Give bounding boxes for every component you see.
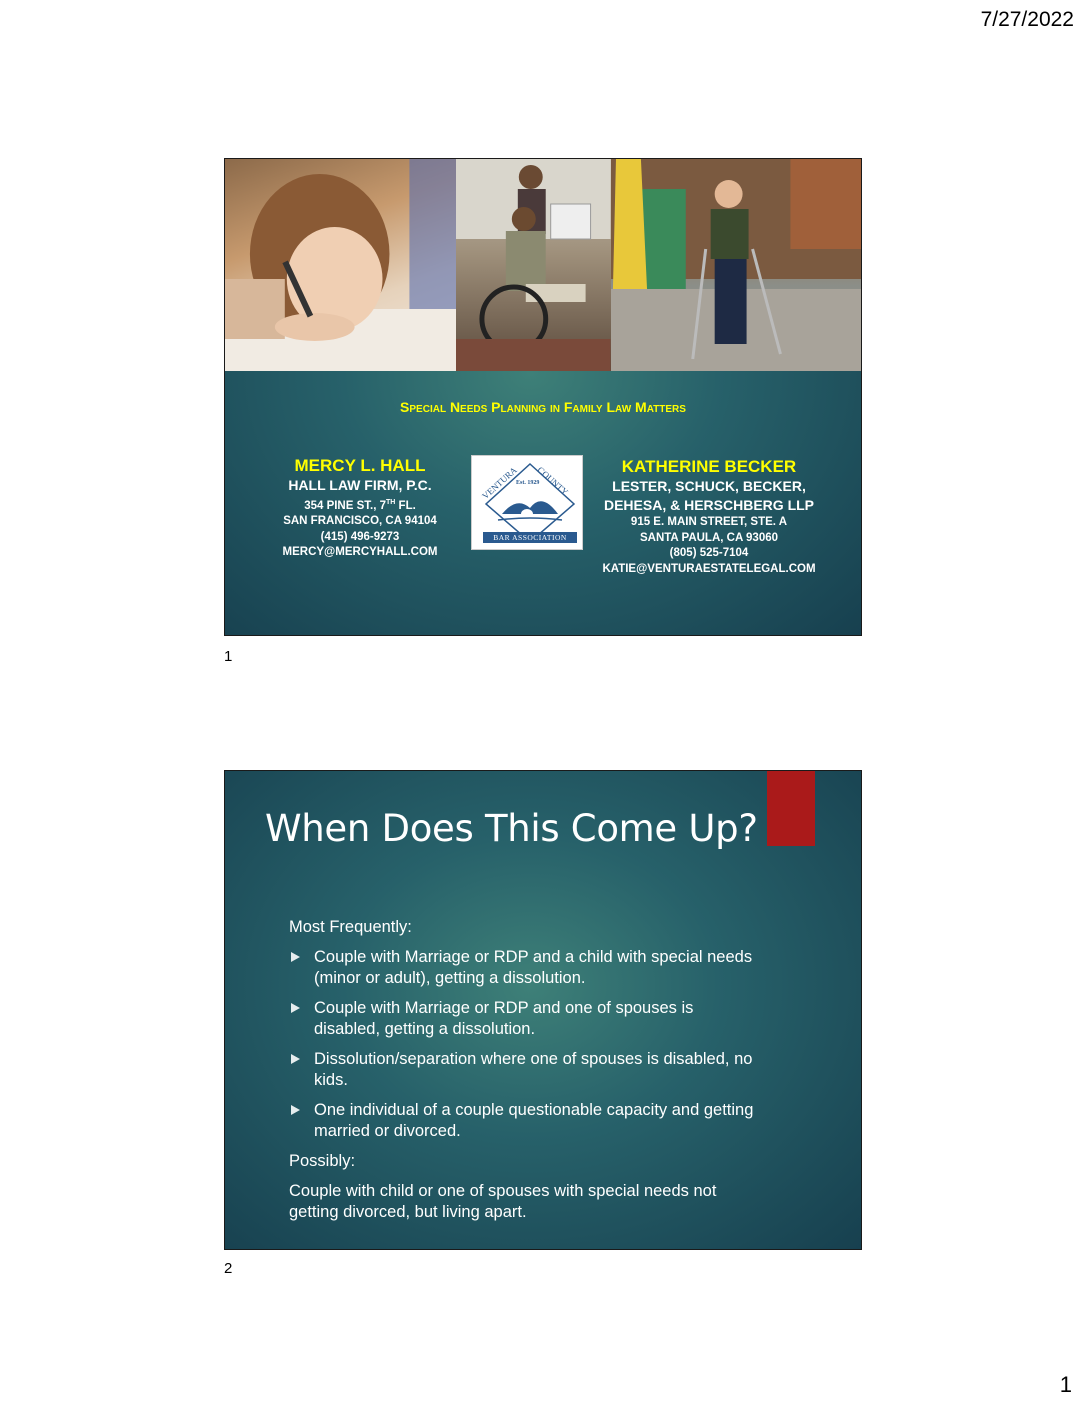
page-number: 1 [1059,1372,1072,1397]
photo-child-drawing [225,159,456,371]
bar-association-logo [471,455,583,550]
presenter-name: KATHERINE BECKER [621,457,797,476]
arrow-bullet-icon [291,1003,300,1013]
possibly-text: Couple with child or one of spouses with special needs not getting divorced, but living apart. [289,1182,717,1221]
presenter-name: MERCY L. HALL [294,456,426,475]
photo-boy-crutches [611,159,861,371]
logo-word-ventura: VENTURA [480,464,519,502]
logo-word-county: COUNTY [535,464,571,498]
photo-wheelchair [456,159,611,371]
arrow-bullet-icon [291,952,300,962]
presenter-address-line1: 915 E. MAIN STREET, STE. A [630,516,788,528]
presenter-phone: (415) 496-9273 [320,530,400,543]
slide-1-title: Special Needs Planning in Family Law Matters [400,399,686,415]
bullet-item: One individual of a couple questionable capacity and getting married or divorced. [289,1100,759,1142]
accent-tab [767,771,815,846]
slide-1-number: 1 [224,648,233,665]
presenter-hall-contact [255,456,465,561]
slide-2-body [289,917,759,1232]
presenter-phone: (805) 525-7104 [669,547,749,559]
photo-strip [225,159,861,371]
presenter-address-line2: SAN FRANCISCO, CA 94104 [283,515,437,528]
bullet-item: Couple with Marriage or RDP and one of spouses is disabled, getting a dissolution. [289,998,759,1040]
presenter-firm-line2: DEHESA, & HERSCHBERG LLP [603,497,815,513]
presenter-email: MERCY@MERCYHALL.COM [282,546,438,559]
intro-label: Most Frequently: [289,918,412,936]
logo-banner: BAR ASSOCIATION [483,532,577,543]
arrow-bullet-icon [291,1054,300,1064]
presenter-firm: HALL LAW FIRM, P.C. [288,477,432,493]
slide-1 [224,158,862,636]
presenter-address-line1: 354 PINE ST., 7TH FL. [304,499,416,512]
possibly-label: Possibly: [289,1152,356,1170]
bullet-item: Couple with Marriage or RDP and a child with special needs (minor or adult), getting a dissolution. [289,947,759,989]
slide-2 [224,770,862,1250]
bullet-item: Dissolution/separation where one of spouses is disabled, no kids. [289,1049,759,1091]
presenter-address-line2: SANTA PAULA, CA 93060 [639,531,779,544]
logo-established: Est. 1929 [516,480,540,486]
arrow-bullet-icon [291,1105,300,1115]
presenter-email: KATIE@VENTURAESTATELEGAL.COM [602,562,816,575]
header-date: 7/27/2022 [980,8,1074,31]
presenter-firm-line1: LESTER, SCHUCK, BECKER, [612,478,806,494]
slide-2-number: 2 [224,1260,233,1277]
slide-2-heading: When Does This Come Up? [265,807,758,850]
presenter-becker-contact [585,457,833,577]
